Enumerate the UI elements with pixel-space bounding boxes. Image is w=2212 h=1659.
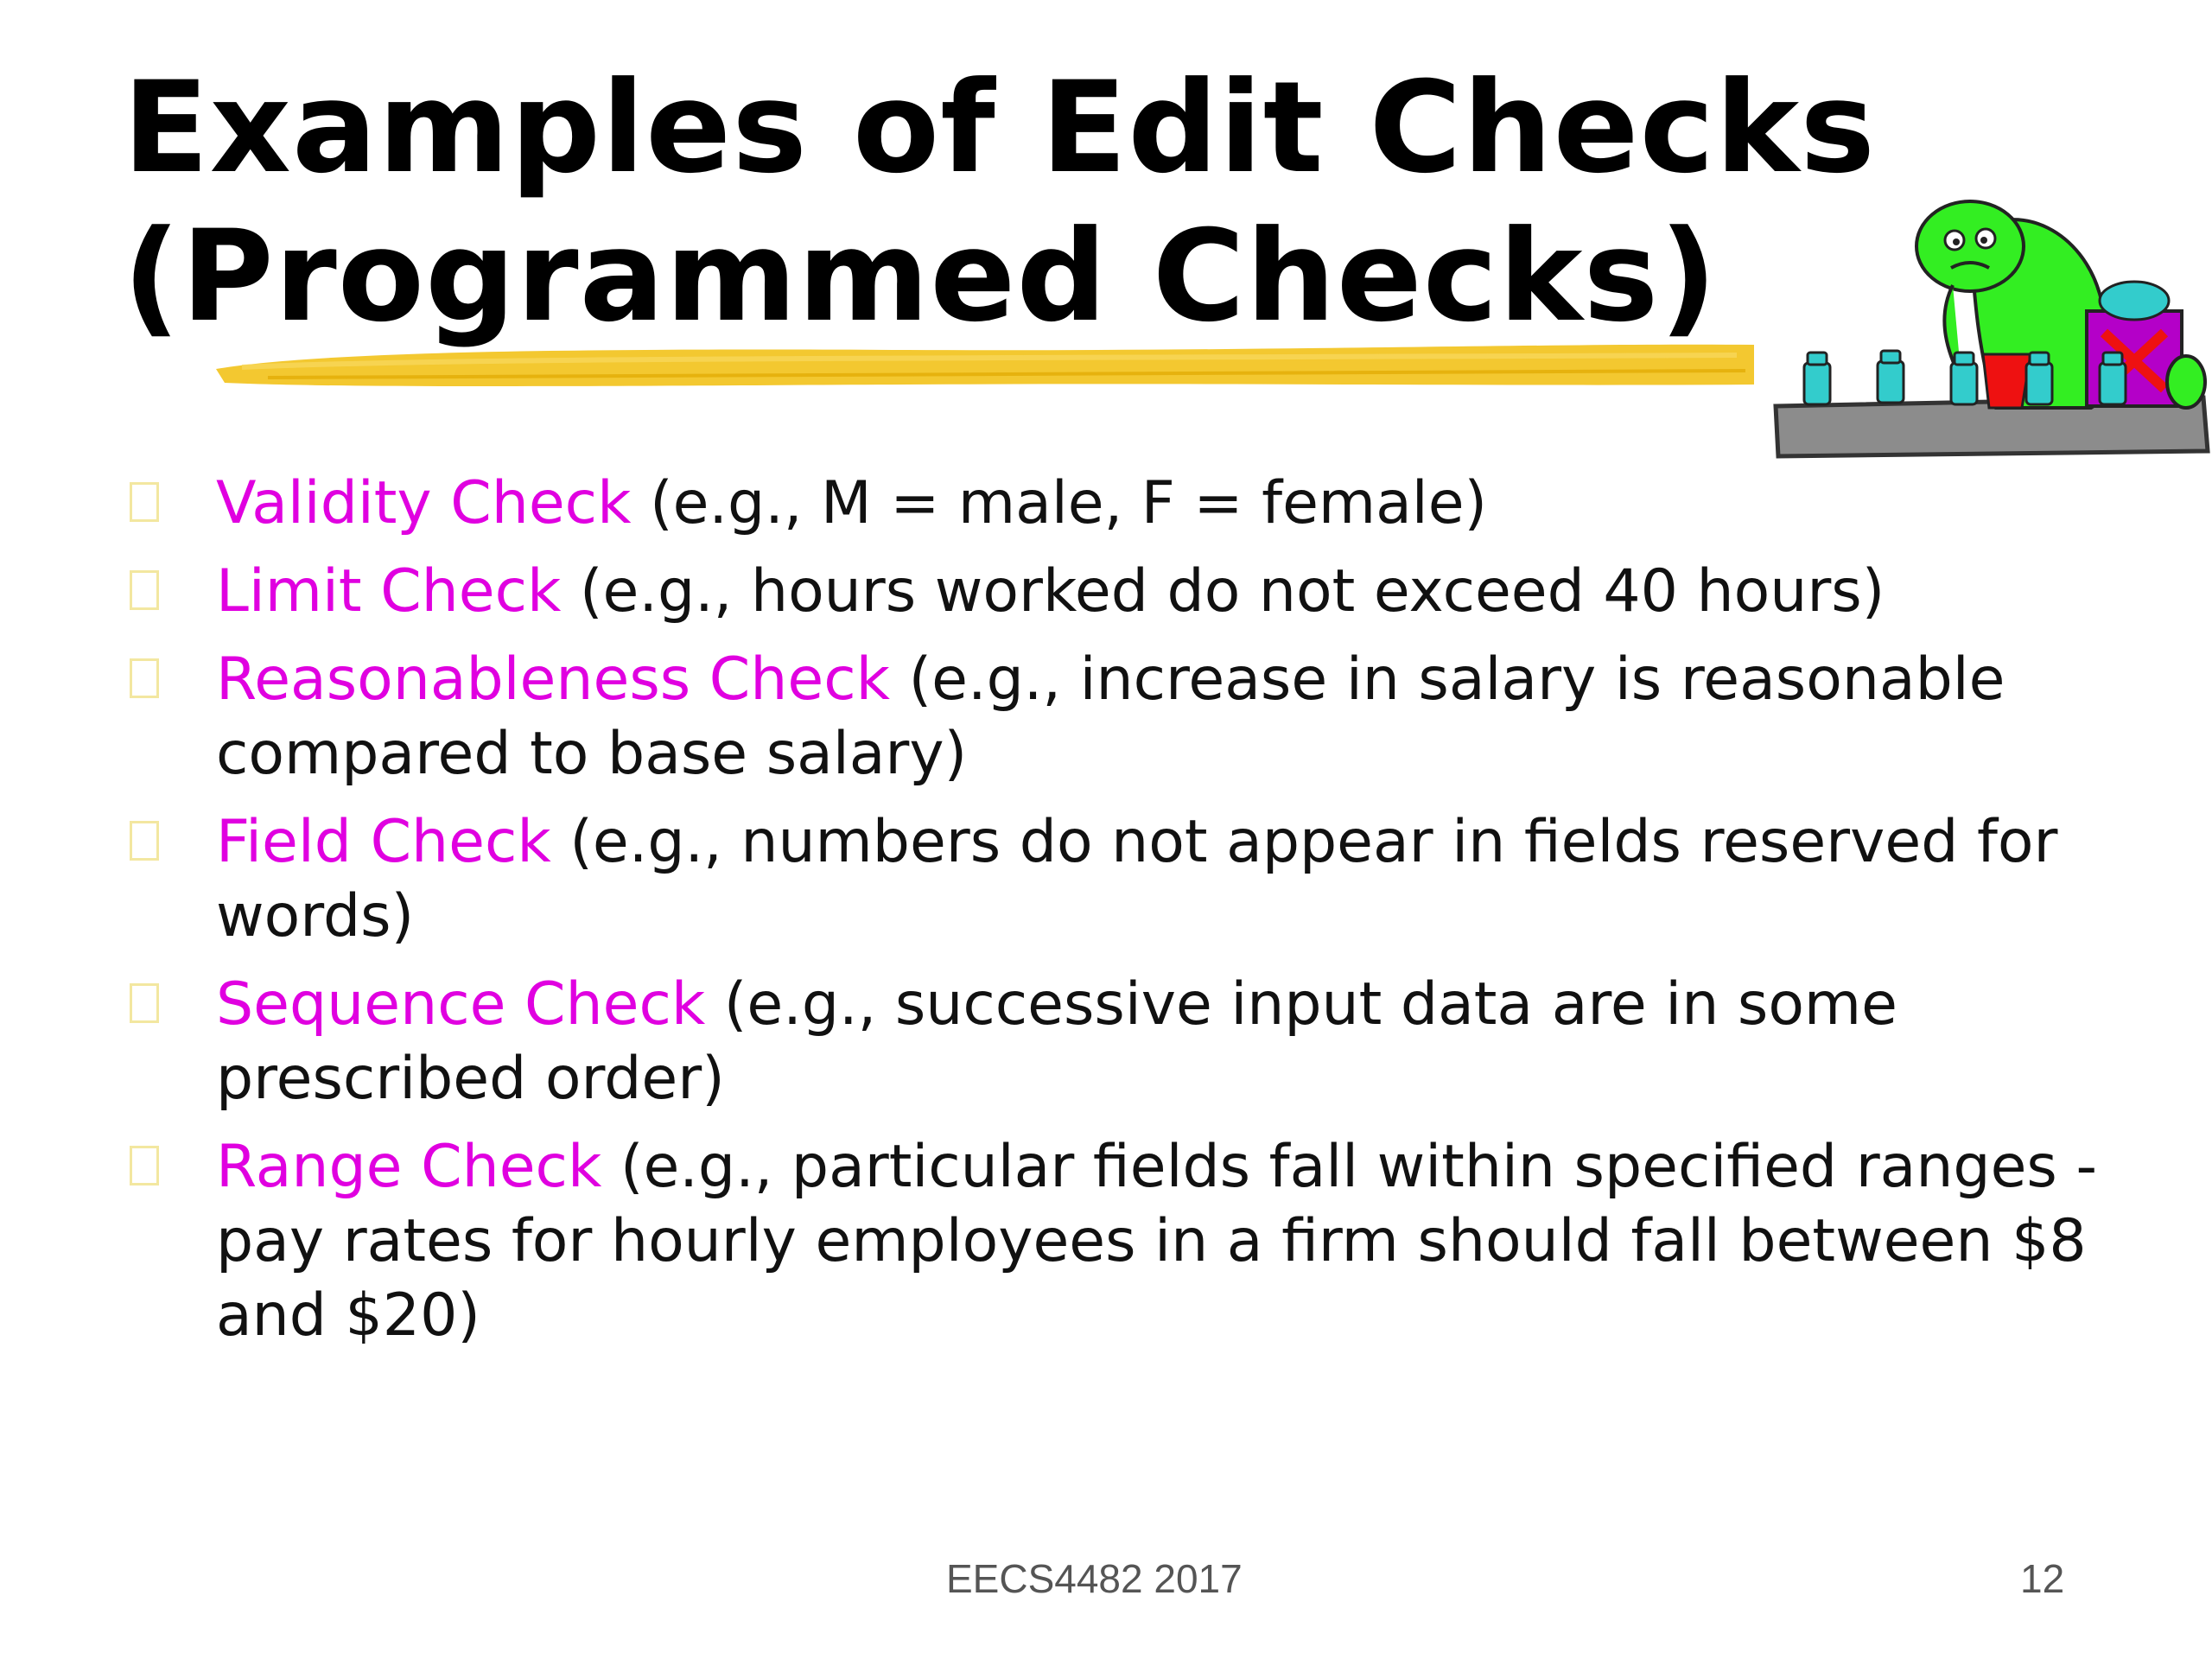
- bullet-list: [130, 467, 2108, 1367]
- check-term: Validity Check: [216, 469, 632, 537]
- check-detail: (e.g., successive input data are in some prescribed order): [216, 970, 1898, 1113]
- list-item: [130, 643, 2108, 791]
- footer-course-label: EECS4482 2017: [946, 1556, 1243, 1601]
- check-detail: (e.g., numbers do not appear in fields reserved for words): [216, 808, 2058, 950]
- check-detail: (e.g., increase in salary is reasonable compared to base salary): [216, 645, 2005, 788]
- hollow-square-bullet-icon: [130, 1146, 159, 1185]
- check-term: Limit Check: [216, 557, 562, 626]
- check-term: Field Check: [216, 808, 551, 876]
- hollow-square-bullet-icon: [130, 983, 159, 1023]
- check-detail: (e.g., M = male, F = female): [631, 469, 1488, 537]
- hollow-square-bullet-icon: [130, 821, 159, 861]
- check-term: Sequence Check: [216, 970, 706, 1039]
- list-item: [130, 1130, 2108, 1353]
- slide-title: [123, 54, 1877, 351]
- check-detail: (e.g., particular fields fall within specified ranges - pay rates for hourly employees in a firm should fall between $8 and $20): [216, 1133, 2098, 1350]
- list-item: [130, 805, 2108, 954]
- check-detail: (e.g., hours worked do not exceed 40 hours): [561, 557, 1885, 626]
- hollow-square-bullet-icon: [130, 482, 159, 522]
- slide-title-line-1: Examples of Edit Checks: [123, 54, 1877, 201]
- check-term: Range Check: [216, 1133, 602, 1201]
- hollow-square-bullet-icon: [130, 570, 159, 610]
- footer-page-number: 12: [2020, 1556, 2065, 1601]
- hollow-square-bullet-icon: [130, 658, 159, 698]
- list-item: [130, 467, 2108, 541]
- slide-title-line-2: (Programmed Checks): [123, 203, 1719, 350]
- check-term: Reasonableness Check: [216, 645, 890, 714]
- list-item: [130, 555, 2108, 629]
- list-item: [130, 968, 2108, 1116]
